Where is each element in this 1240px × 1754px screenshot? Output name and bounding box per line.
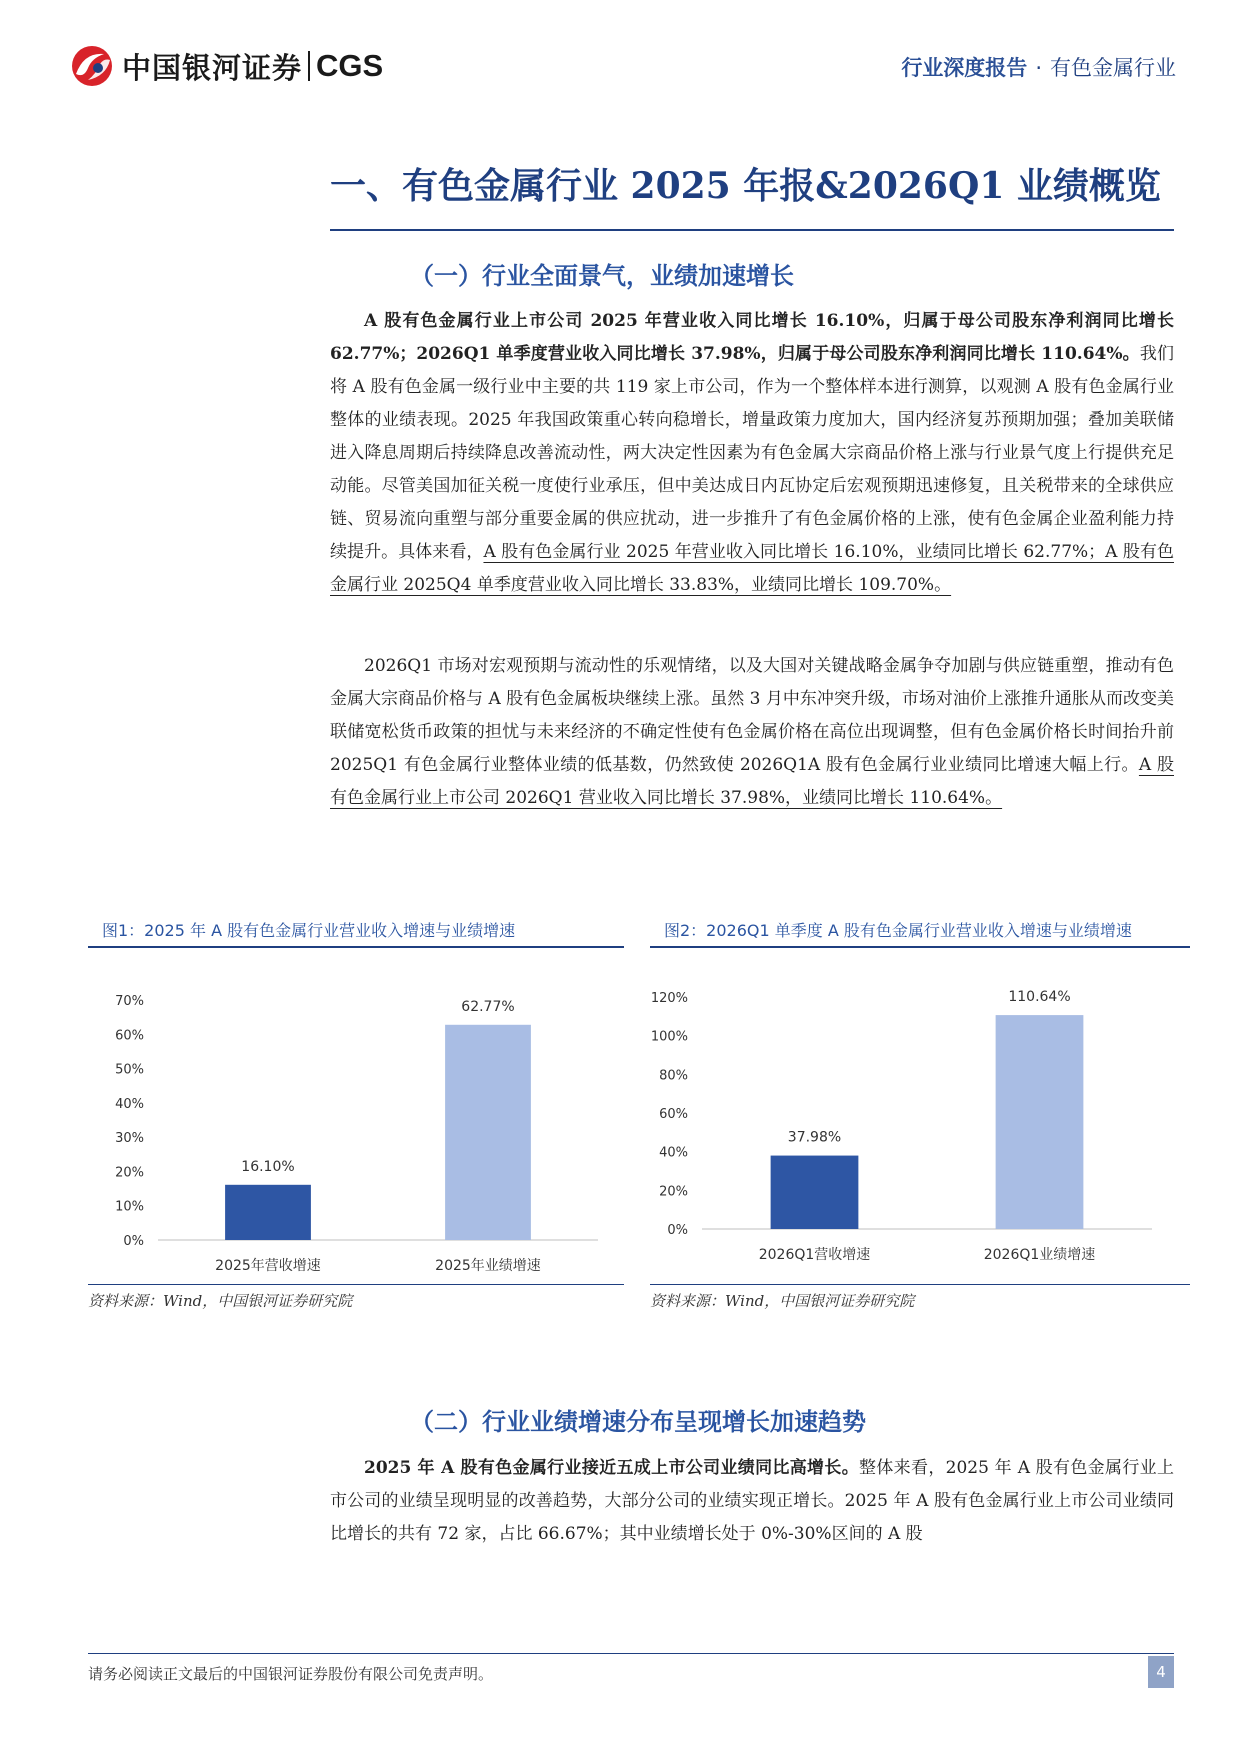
footer-disclaimer: 请务必阅读正文最后的中国银河证券股份有限公司免责声明。 [88, 1665, 494, 1683]
category-label: 2026Q1营收增速 [758, 1247, 871, 1263]
y-tick-label: 40% [659, 1145, 688, 1161]
figure-1-top-rule [88, 946, 624, 948]
figure-2-chart [650, 960, 1190, 1280]
report-type: 行业深度报告 [901, 56, 1028, 80]
logo-divider [308, 51, 310, 81]
bar-2 [996, 1015, 1084, 1229]
y-tick-label: 0% [123, 1234, 144, 1249]
bar-1 [225, 1185, 311, 1240]
subsection-title-2: （二）行业业绩增速分布呈现增长加速趋势 [410, 1408, 866, 1436]
paragraph-3-body: 整体来看，2025 年 A 股有色金属行业上市公司的业绩呈现明显的改善趋势，大部分公司的业绩实现正增长。2025 年 A 股有色金属行业上市公司业绩同比增长的共有 72 家，占比 66.67%；其中业绩增长处于 0%-30%区间的 A 股 [330, 1458, 1174, 1544]
report-category [901, 52, 1176, 82]
data-label: 62.77% [461, 998, 515, 1015]
paragraph-3-highlight: 2025 年 A 股有色金属行业接近五成上市公司业绩同比高增长。 [364, 1458, 860, 1478]
section-title: 一、有色金属行业 2025 年报&2026Q1 业绩概览 [330, 165, 1161, 207]
cgs-logo-icon [70, 44, 114, 88]
category-label: 2025年营收增速 [215, 1258, 321, 1274]
paragraph-1-highlight: A 股有色金属行业上市公司 2025 年营业收入同比增长 16.10%，归属于母公司股东净利润同比增长 62.77%；2026Q1 单季度营业收入同比增长 37.98%，归属于母公司股东净利润同比增长 110.64%。 [330, 311, 1174, 364]
section-title-rule [330, 229, 1174, 231]
y-tick-label: 100% [650, 1029, 688, 1045]
y-tick-label: 120% [650, 991, 688, 1006]
bar-2 [445, 1025, 531, 1240]
y-tick-label: 70% [115, 994, 144, 1009]
data-label: 16.10% [241, 1158, 295, 1175]
cgs-logo [70, 44, 383, 88]
paragraph-2 [330, 650, 1174, 815]
paragraph-1 [330, 305, 1174, 602]
paragraph-1-underlined: A 股有色金属行业 2025 年营业收入同比增长 16.10%，业绩同比增长 62.77%；A 股有色金属行业 2025Q4 单季度营业收入同比增长 33.83%，业绩同比增长 109.70%。 [330, 542, 1174, 595]
bar-1 [771, 1156, 859, 1229]
category-label: 2025年业绩增速 [435, 1258, 541, 1274]
paragraph-1-body: 我们将 A 股有色金属一级行业中主要的共 119 家上市公司，作为一个整体样本进行测算，以观测 A 股有色金属行业整体的业绩表现。2025 年我国政策重心转向稳增长，增量政策力度加大，国内经济复苏预期加强；叠加美联储进入降息周期后持续降息改善流动性，两大决定性因素为有色金属大宗商品价格上涨与行业景气度上行提供充足动能。尽管美国加征关税一度使行业承压，但中美达成日内瓦协定后宏观预期迅速修复，且关税带来的全球供应链、贸易流向重塑与部分重要金属的供应扰动，进一步推升了有色金属价格的上涨，使有色金属企业盈利能力持续提升。具体来看， [330, 344, 1174, 562]
figure-1-chart [88, 960, 624, 1280]
y-tick-label: 20% [115, 1165, 144, 1181]
footer-rule [88, 1653, 1174, 1654]
subsection-title-1: （一）行业全面景气，业绩加速增长 [410, 262, 794, 290]
y-tick-label: 80% [659, 1068, 688, 1084]
paragraph-3 [330, 1452, 1174, 1551]
figure-1-source: 资料来源：Wind，中国银河证券研究院 [88, 1292, 353, 1310]
y-tick-label: 20% [659, 1184, 688, 1200]
y-tick-label: 10% [115, 1199, 144, 1215]
logo-text-cn: 中国银河证券 [122, 50, 303, 85]
y-tick-label: 40% [115, 1096, 144, 1112]
page-header [0, 0, 1240, 120]
category-label: 2026Q1业绩增速 [983, 1247, 1096, 1263]
figure-1-bottom-rule [88, 1284, 624, 1285]
paragraph-2-underlined: A 股有色金属行业上市公司 2026Q1 营业收入同比增长 37.98%，业绩同比增长 110.64%。 [330, 755, 1174, 808]
figure-2-top-rule [650, 946, 1190, 948]
y-tick-label: 60% [115, 1028, 144, 1044]
figure-1-title: 图1：2025 年 A 股有色金属行业营业收入增速与业绩增速 [102, 921, 516, 940]
y-tick-label: 0% [667, 1223, 688, 1238]
y-tick-label: 60% [659, 1107, 688, 1122]
figure-2-source: 资料来源：Wind，中国银河证券研究院 [650, 1292, 915, 1310]
figure-2-bottom-rule [650, 1284, 1190, 1285]
page-number: 4 [1148, 1656, 1174, 1688]
y-tick-label: 50% [115, 1062, 144, 1078]
y-tick-label: 30% [115, 1131, 144, 1147]
paragraph-2-body: 2026Q1 市场对宏观预期与流动性的乐观情绪，以及大国对关键战略金属争夺加剧与供应链重塑，推动有色金属大宗商品价格与 A 股有色金属板块继续上涨。虽然 3 月中东冲突升级，市场对油价上涨推升通胀从而改变美联储宽松货币政策的担忧与未来经济的不确定性使有色金属价格在高位出现调整，但有色金属价格长时间抬升前 2025Q1 有色金属行业整体业绩的低基数，仍然致使 2026Q1A 股有色金属行业业绩同比增速大幅上行。 [330, 656, 1174, 775]
industry-name: 有色金属行业 [1050, 56, 1176, 80]
figure-2-title: 图2：2026Q1 单季度 A 股有色金属行业营业收入增速与业绩增速 [664, 921, 1132, 940]
header-separator: · [1035, 56, 1042, 80]
data-label: 37.98% [787, 1129, 842, 1146]
data-label: 110.64% [1008, 989, 1071, 1006]
logo-text-en: CGS [316, 48, 384, 83]
